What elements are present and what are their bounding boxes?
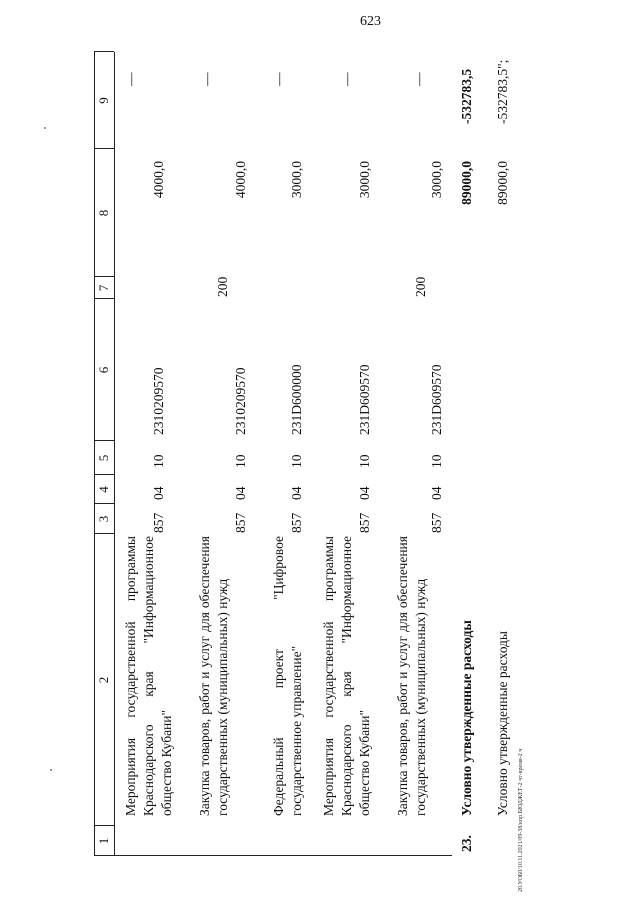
cell-c8: 3000,0 [357, 161, 372, 199]
cell-c5: 10 [429, 454, 444, 468]
cell-c5: 10 [289, 454, 304, 468]
cell-c6: 2310209570 [233, 367, 248, 435]
cell-c9: — [123, 72, 138, 86]
cell-c6: 2310209570 [151, 367, 166, 435]
cell-c9: — [339, 72, 354, 86]
row-description: Закупка товаров, работ и услуг для обеспечения государственных (муниципальных) нужд [395, 536, 428, 816]
cell-c3: 857 [429, 512, 444, 533]
cell-c3: 857 [233, 512, 248, 533]
row-number: 23. [459, 835, 474, 852]
cell-c8: 4000,0 [151, 161, 166, 199]
header-cell: 8 [96, 209, 111, 217]
header-cell: 1 [96, 837, 111, 845]
scan-speck [50, 769, 52, 771]
budget-table [94, 52, 517, 856]
row-description: Условно утвержденные расходы [459, 620, 474, 816]
cell-c4: 04 [233, 486, 248, 500]
cell-c4: 04 [357, 486, 372, 500]
cell-c4: 04 [151, 486, 166, 500]
cell-c3: 857 [289, 512, 304, 533]
row-description: Условно утвержденные расходы [495, 631, 510, 816]
row-description: Мероприятия государственной программы Краснодарского края "Информационное общество Кубани" [123, 536, 174, 816]
cell-c3: 857 [151, 512, 166, 533]
footer-stamp: 20.УОБ0/10.11.2021/09-38/кпр БЮДЖЕТ-2 чт-время-2 ч [518, 748, 524, 892]
cell-c9: — [411, 72, 426, 86]
cell-c4: 04 [429, 486, 444, 500]
page-number: 623 [360, 14, 381, 29]
row-description: Мероприятия государственной программы Краснодарского края "Информационное общество Кубани" [321, 536, 372, 816]
header-cell: 2 [96, 676, 111, 684]
cell-c4: 04 [289, 486, 304, 500]
cell-c8: 89000,0 [459, 161, 474, 205]
header-cell: 7 [96, 284, 111, 292]
cell-c5: 10 [233, 454, 248, 468]
cell-c9: -532783,5"; [495, 59, 510, 124]
cell-c8: 89000,0 [495, 161, 510, 205]
header-bottom-border [114, 52, 115, 856]
row-description: Закупка товаров, работ и услуг для обеспечения государственных (муниципальных) нужд [197, 536, 230, 816]
cell-c8: 4000,0 [233, 161, 248, 199]
cell-c6: 231D609570 [357, 364, 372, 435]
header-cell: 9 [96, 97, 111, 104]
header-cell: 3 [96, 515, 111, 523]
header-cell: 6 [96, 366, 111, 374]
cell-c5: 10 [151, 454, 166, 468]
header-cell: 5 [96, 454, 111, 462]
cell-c8: 3000,0 [289, 161, 304, 199]
cell-c8: 3000,0 [429, 161, 444, 199]
table-top-border [94, 52, 95, 856]
cell-c6: 231D609570 [429, 364, 444, 435]
cell-c6: 231D600000 [289, 364, 304, 435]
cell-c3: 857 [357, 512, 372, 533]
table-left-border [94, 855, 452, 856]
header-cell: 4 [96, 486, 111, 493]
cell-c5: 10 [357, 454, 372, 468]
scan-speck [44, 127, 46, 129]
cell-c7: 200 [215, 276, 230, 297]
cell-c9: — [199, 72, 214, 86]
cell-c9: — [271, 72, 286, 86]
cell-c9: -532783,5 [459, 68, 474, 124]
row-description: Федеральный проект "Цифровое государственное управление" [271, 536, 304, 816]
cell-c7: 200 [413, 276, 428, 297]
